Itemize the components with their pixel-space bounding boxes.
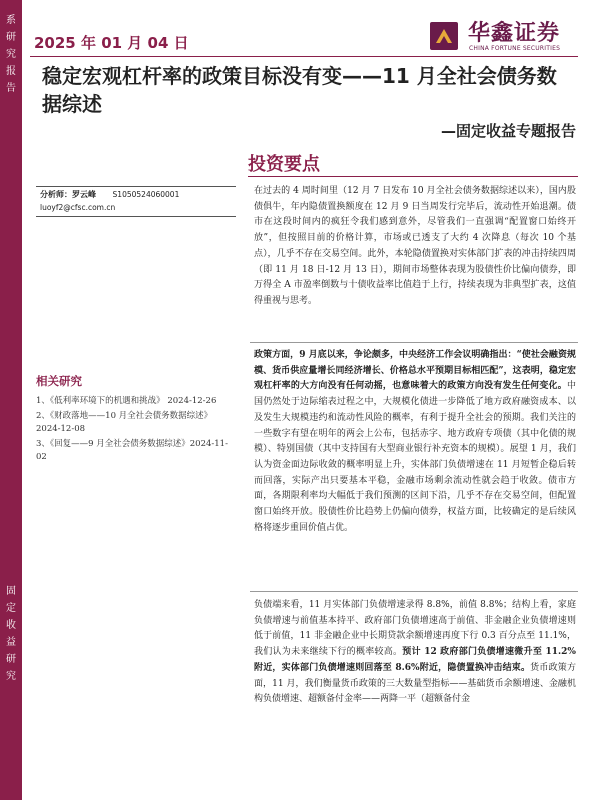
report-date: 2025 年 01 月 04 日 [34, 34, 189, 52]
related-research [36, 373, 236, 466]
logo-mark-icon [430, 22, 458, 50]
related-item[interactable]: 3、《回复——9 月全社会债务数据综述》2024-11-02 [36, 439, 228, 462]
analyst-info [40, 189, 179, 200]
analyst-email[interactable]: luoyf2@cfsc.com.cn [40, 203, 116, 212]
body-paragraph-3 [254, 598, 576, 708]
analyst-box [36, 186, 236, 214]
analyst-rule-top [36, 186, 236, 187]
paragraph-bold-lead: 政策方面，9 月底以来，争论颇多，中央经济工作会议明确指出：“使社会融资规模、货币供应量增长同经济增长、价格总水平预期目标相匹配”，这表明，稳定宏观杠杆率的大方向没有任何动摇，也意味着大的政策方向没有发生任何变化。 [254, 350, 576, 392]
company-logo [430, 16, 600, 60]
logo-text-cn: 华鑫证券 [468, 21, 561, 46]
analyst-name: 分析师：罗云峰 [40, 190, 96, 199]
logo-text-en: CHINA FORTUNE SECURITIES [469, 45, 561, 52]
analyst-rule-bottom [36, 216, 236, 217]
paragraph-body: 货币政策方面，11 月，我们衡量货币政策的三大数量型指标——基础货币余额增速、金融机构负债增速、超额备付金率——两降一平（超额备付金 [254, 662, 576, 705]
related-item[interactable]: 2、《财政落地——10 月全社会债务数据综述》2024-12-08 [36, 411, 213, 434]
related-research-heading: 相关研究 [36, 374, 82, 388]
side-label-top: 系 研 究 报 告 [6, 15, 16, 94]
report-subtitle: —固定收益专题报告 [440, 122, 576, 140]
paragraph-divider [250, 342, 578, 343]
paragraph-text [254, 598, 576, 708]
side-label-bottom: 固 定 收 益 研 究 [6, 586, 16, 682]
paragraph-bold-forecast: 预计 12 政府部门负债增速微升至 11.2%附近，实体部门负债增速则回落至 8.6%附近，隐债置换冲击结束。 [254, 647, 576, 673]
body-paragraph-1 [254, 184, 576, 310]
report-title: 稳定宏观杠杆率的政策目标没有变——11 月全社会债务数据综述 [42, 64, 557, 116]
section-divider [248, 176, 578, 177]
paragraph-body: 负债端来看，11 月实体部门负债增速录得 8.8%，前值 8.8%；结构上看，家庭负债增速与前值基本持平、政府部门负债增速高于前值、非金融企业负债增速则低于前值，11 非金融企业中长期贷款余额增速再度下行 0.3 百分点至 11.1%，我们认为未来继续下行的概率较高。 [254, 600, 576, 658]
paragraph-text [254, 348, 576, 536]
paragraph-text: 在过去的 4 周时间里（12 月 7 日发布 10 月全社会债务数据综述以来），国内股债俱牛，年内隐债置换额度在 12 月 9 日当周发行完毕后，流动性开始退潮。债市在这段时间内的疯狂令我们感到意外，尽管我们一直强调“配置窗口始终开放”，但按照目前的价格计算，市场或已透支了大约 4 次降息（每次 10 个基点），几乎不存在交易空间。此外，本轮隐债置换对实体部门扩表的冲击持续四周（即 11 月 18 日-12 月 13 日），期间市场整体表现为股债性价比偏向债券，即万得全 A 市盈率倒数与十债收益率比值趋于上行，持续表现为非典型扩表，这值得重视与思考。 [254, 186, 576, 306]
paragraph-divider [250, 591, 578, 592]
section-heading: 投资要点 [248, 154, 320, 175]
related-item[interactable]: 1、《低利率环境下的机遇和挑战》 2024-12-26 [36, 396, 217, 406]
body-paragraph-2 [254, 348, 576, 536]
paragraph-body: 中国仍然处于边际缩表过程之中，大规模化债进一步降低了地方政府融资成本、以及发生大规模违约和流动性风险的概率，有利于提升全社会的预期。我们关注的一些数字有望在明年的两会上公布，包括赤字、地方政府专项债（其中化债的规模）、特别国债（其中支持国有大型商业银行补充资本的规模）。展望 1 月，我们认为资金面边际收敛的概率明显上升，实体部门负债增速在 11 月短暂企稳后转而回落，实际产出只要基本平稳，金融市场剩余流动性就会趋于收敛。债市方面，各期限利率均大幅低于我们预测的区间下沿，几乎不存在交易空间，但配置窗口始终开放。股债性价比趋势上仍偏向债券，权益方面，比较确定的是后续风格将逐步重回价值占优。 [254, 381, 576, 533]
header-divider [30, 56, 578, 57]
analyst-license: S1050524060001 [112, 190, 180, 199]
